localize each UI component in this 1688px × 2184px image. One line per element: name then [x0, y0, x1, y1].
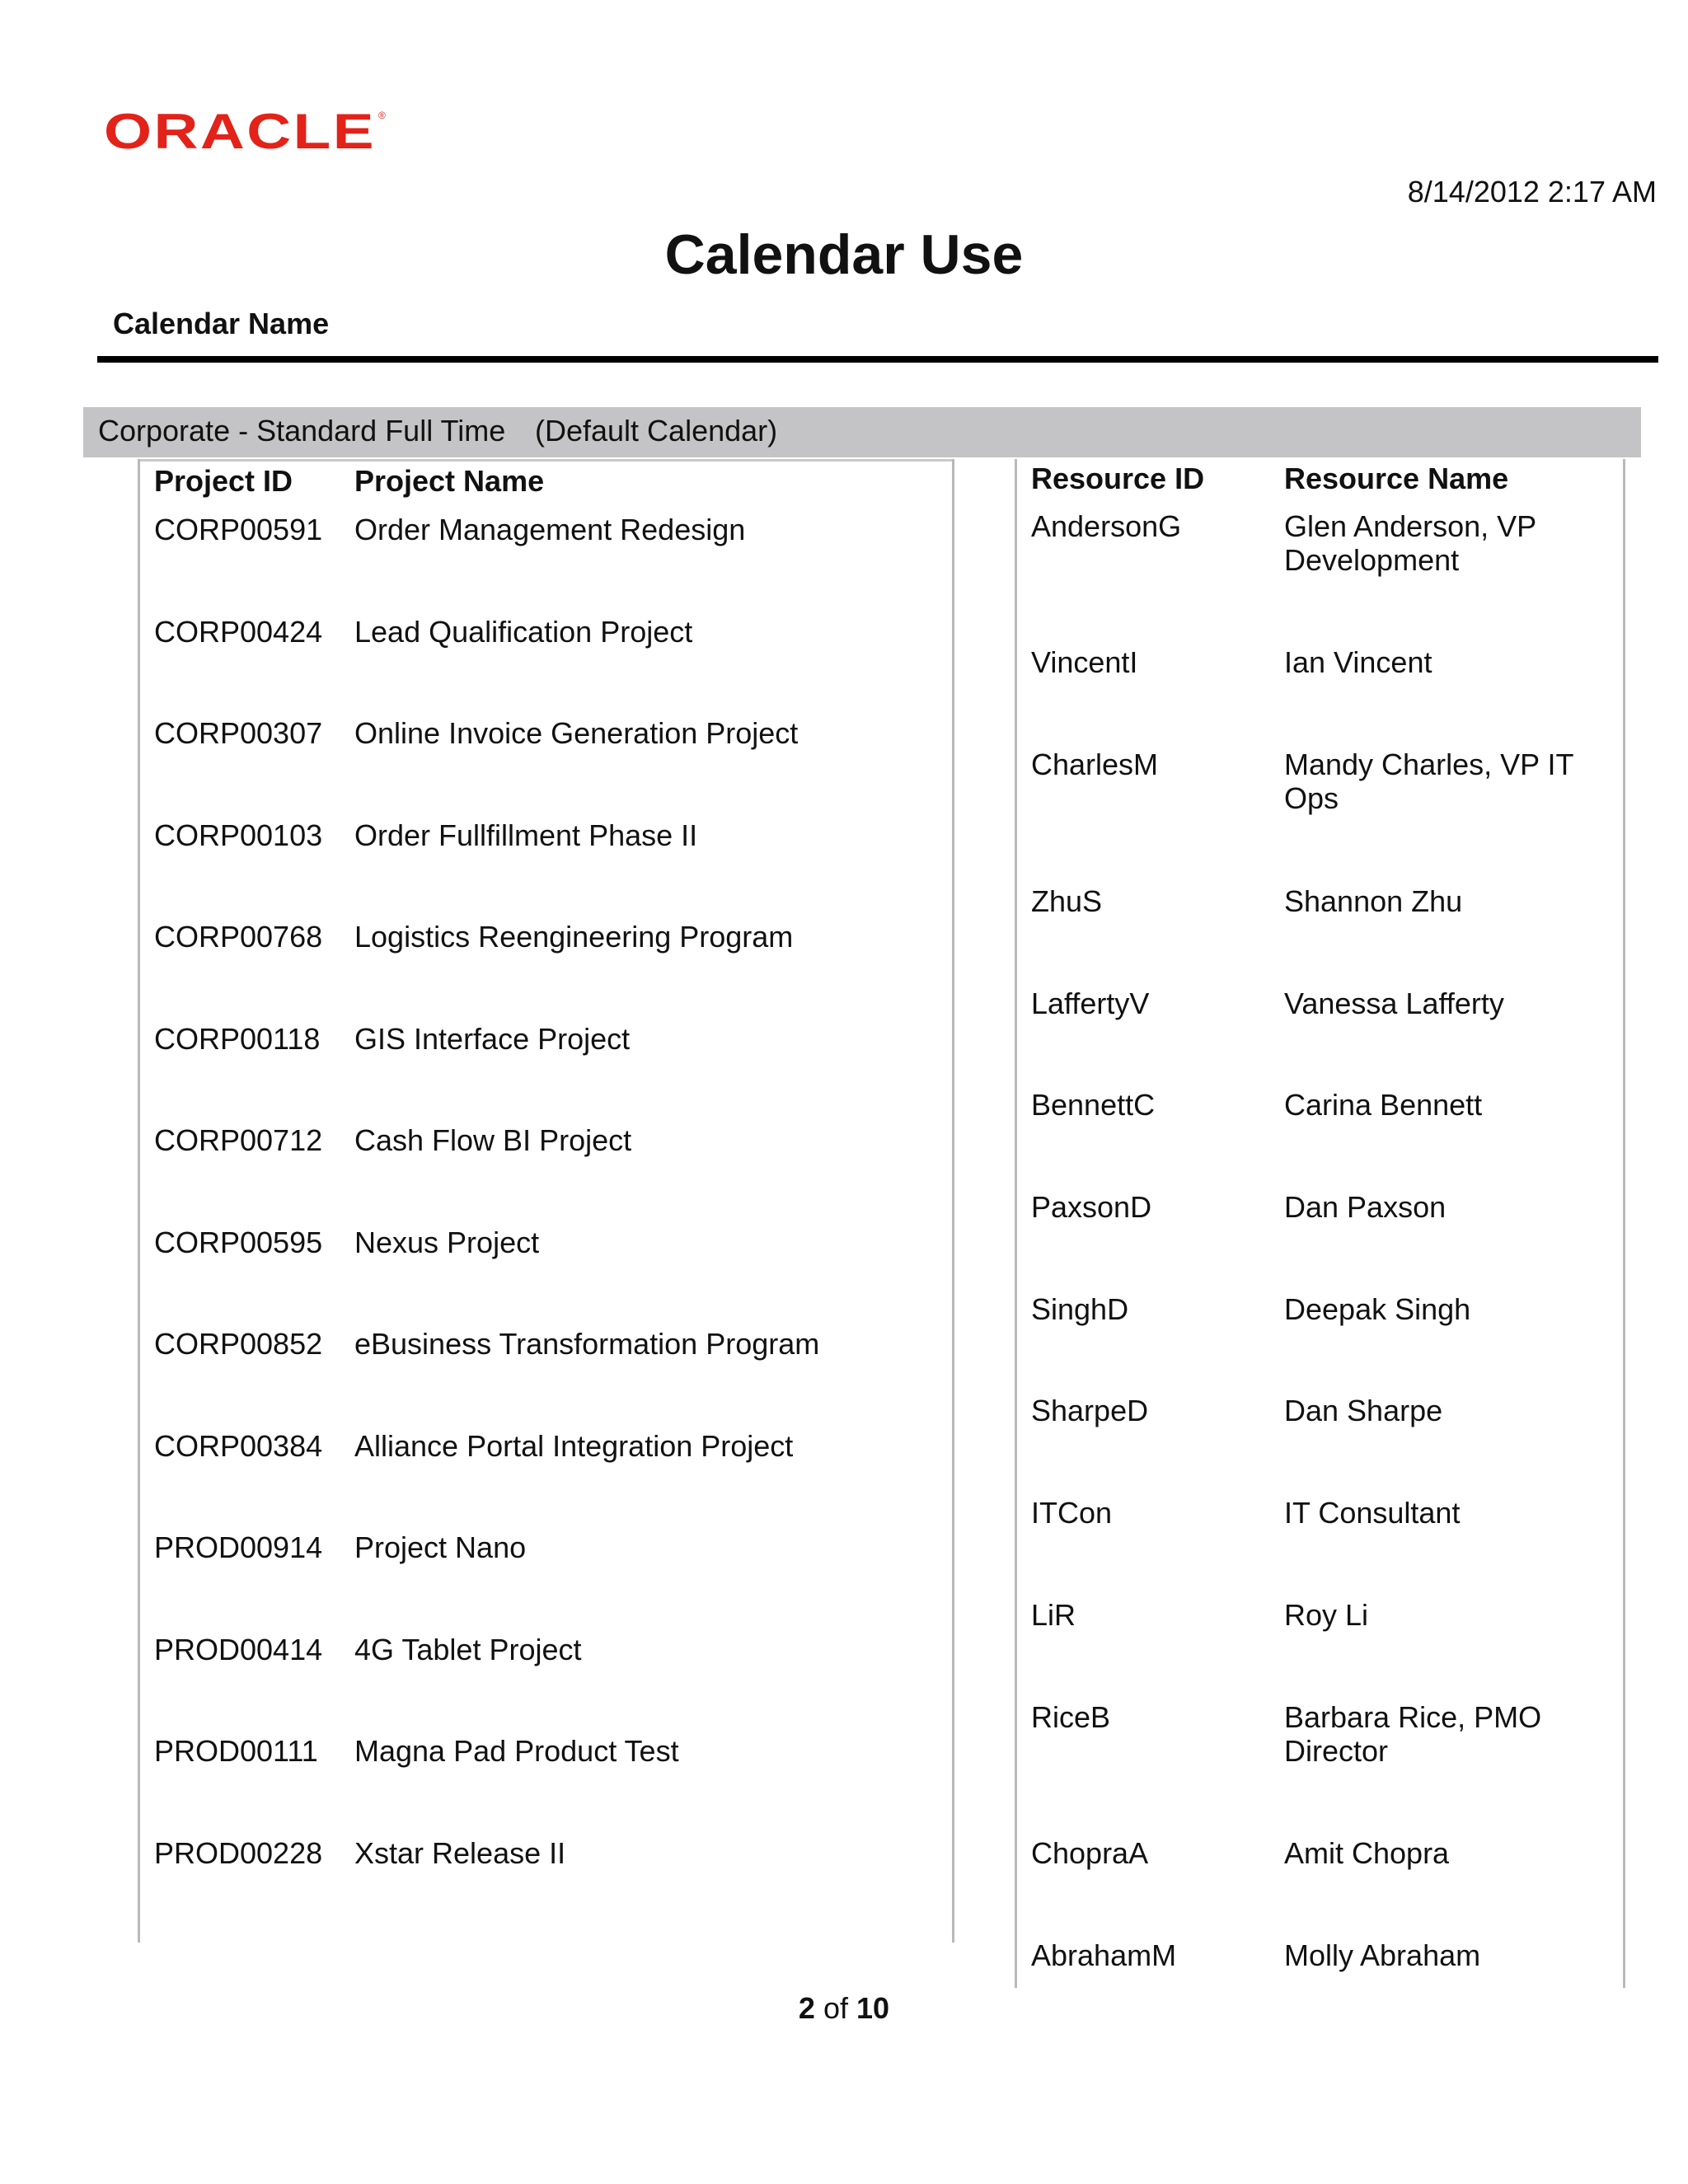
resource-name-cell: Barbara Rice, PMO: [1284, 1700, 1542, 1734]
project-name-cell: Order Management Redesign: [354, 513, 746, 546]
project-id-cell: PROD00228: [154, 1836, 323, 1870]
project-id-cell: CORP00768: [154, 920, 323, 954]
project-id-column-header: Project ID: [154, 464, 293, 498]
resource-id-cell: ZhuS: [1031, 884, 1103, 918]
project-name-cell: Xstar Release II: [354, 1836, 566, 1870]
svg-text:ORACLE: ORACLE: [104, 107, 376, 152]
resource-table-left-border: [1015, 459, 1017, 1988]
project-name-cell: Order Fullfillment Phase II: [354, 818, 698, 852]
project-name-cell: Logistics Reengineering Program: [354, 920, 794, 954]
page-indicator: [0, 1991, 1688, 2026]
resource-id-column-header: Resource ID: [1031, 462, 1205, 495]
default-calendar-tag: (Default Calendar): [535, 414, 778, 448]
project-name-cell: Alliance Portal Integration Project: [354, 1429, 794, 1463]
resource-id-cell: BennettC: [1031, 1088, 1156, 1122]
calendar-group-header: [83, 407, 1641, 457]
resource-id-cell: ITCon: [1031, 1496, 1113, 1530]
project-id-cell: PROD00111: [154, 1734, 318, 1768]
svg-text:®: ®: [378, 110, 386, 121]
oracle-logo: [104, 107, 388, 152]
project-id-cell: CORP00595: [154, 1226, 323, 1259]
page-title: Calendar Use: [664, 223, 1024, 286]
resource-name-cell: Carina Bennett: [1284, 1088, 1483, 1122]
resource-id-cell: LiR: [1031, 1598, 1076, 1632]
resource-id-cell: CharlesM: [1031, 748, 1159, 781]
project-id-cell: CORP00852: [154, 1327, 323, 1361]
header-rule: [97, 356, 1658, 363]
resource-name-cell: Amit Chopra: [1284, 1836, 1450, 1870]
resource-name-cell-continued: Ops: [1284, 781, 1339, 815]
resource-id-cell: AndersonG: [1031, 509, 1182, 543]
project-name-cell: Project Nano: [354, 1530, 527, 1564]
report-timestamp: 8/14/2012 2:17 AM: [1407, 175, 1657, 209]
resource-id-cell: AbrahamM: [1031, 1938, 1177, 1972]
page-total: 10: [856, 1991, 890, 2025]
project-id-cell: CORP00307: [154, 716, 323, 750]
resource-id-cell: LaffertyV: [1031, 987, 1150, 1020]
resource-name-cell: Molly Abraham: [1284, 1938, 1481, 1972]
project-table-top-border: [138, 459, 954, 462]
project-name-cell: Nexus Project: [354, 1226, 540, 1259]
resource-table-right-border: [1623, 459, 1625, 1988]
resource-name-cell: Roy Li: [1284, 1598, 1369, 1632]
project-name-cell: 4G Tablet Project: [354, 1633, 582, 1666]
project-id-cell: CORP00103: [154, 818, 323, 852]
resource-name-cell-continued: Director: [1284, 1734, 1389, 1768]
resource-name-cell: Shannon Zhu: [1284, 884, 1463, 918]
resource-name-cell: Dan Sharpe: [1284, 1394, 1443, 1427]
project-name-cell: Online Invoice Generation Project: [354, 716, 799, 750]
resource-name-cell: Ian Vincent: [1284, 645, 1432, 679]
project-id-cell: CORP00712: [154, 1123, 323, 1157]
project-name-cell: Lead Qualification Project: [354, 615, 693, 649]
resource-id-cell: ChopraA: [1031, 1836, 1149, 1870]
resource-id-cell: SinghD: [1031, 1292, 1129, 1326]
project-name-cell: GIS Interface Project: [354, 1022, 631, 1056]
resource-name-column-header: Resource Name: [1284, 462, 1509, 495]
project-name-cell: Magna Pad Product Test: [354, 1734, 679, 1768]
resource-id-cell: PaxsonD: [1031, 1190, 1152, 1224]
project-id-cell: PROD00414: [154, 1633, 323, 1666]
project-name-cell: Cash Flow BI Project: [354, 1123, 632, 1157]
project-table-left-border: [138, 459, 140, 1943]
resource-name-cell-continued: Development: [1284, 543, 1460, 577]
project-name-column-header: Project Name: [354, 464, 545, 498]
resource-name-cell: Vanessa Lafferty: [1284, 987, 1504, 1020]
resource-name-cell: Dan Paxson: [1284, 1190, 1447, 1224]
project-name-cell: eBusiness Transformation Program: [354, 1327, 820, 1361]
resource-name-cell: Glen Anderson, VP: [1284, 509, 1537, 543]
project-id-cell: PROD00914: [154, 1530, 323, 1564]
resource-name-cell: Deepak Singh: [1284, 1292, 1471, 1326]
resource-name-cell: Mandy Charles, VP IT: [1284, 748, 1574, 781]
page-current: 2: [798, 1991, 815, 2025]
project-id-cell: CORP00591: [154, 513, 323, 546]
project-id-cell: CORP00118: [154, 1022, 321, 1056]
project-id-cell: CORP00384: [154, 1429, 323, 1463]
resource-id-cell: VincentI: [1031, 645, 1138, 679]
project-table-right-border: [952, 459, 954, 1943]
resource-id-cell: SharpeD: [1031, 1394, 1149, 1427]
calendar-name-label: Calendar Name: [113, 307, 330, 340]
resource-name-cell: IT Consultant: [1284, 1496, 1461, 1530]
project-id-cell: CORP00424: [154, 615, 323, 649]
calendar-name: Corporate - Standard Full Time: [98, 414, 506, 448]
resource-id-cell: RiceB: [1031, 1700, 1111, 1734]
oracle-logo-wordmark: [104, 107, 388, 152]
page-of-label: of: [823, 1991, 848, 2025]
